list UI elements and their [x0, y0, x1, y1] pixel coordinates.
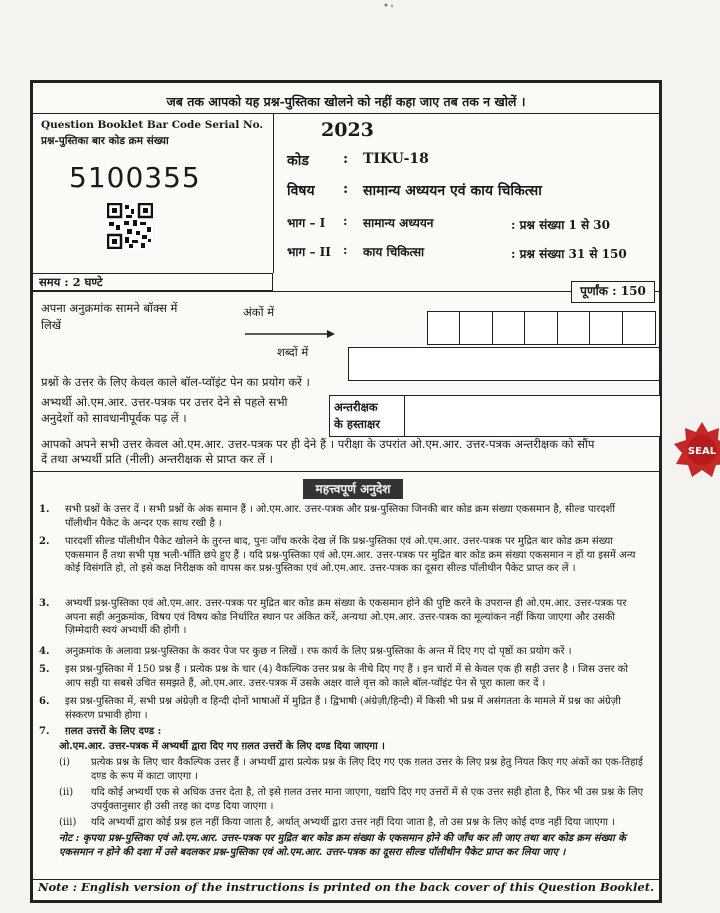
instruction-number: 6. [39, 696, 50, 707]
instruction-item [39, 535, 645, 576]
in-words-label: शब्दों में [277, 345, 309, 359]
question-booklet-cover [30, 80, 662, 903]
exam-code: TIKU-18 [363, 151, 429, 167]
part-2-separator: : [343, 243, 348, 257]
part-2-range: : प्रश्न संख्या 31 से 150 [511, 247, 627, 261]
instruction-item [39, 645, 645, 659]
invigilator-signature-label [330, 396, 405, 436]
roll-digit-box[interactable] [622, 311, 656, 345]
part-2-label: भाग – II [287, 245, 331, 259]
maximum-marks: पूर्णांक : 150 [571, 281, 655, 303]
penalty-item-number: (i) [59, 757, 71, 768]
instruction-number: 3. [39, 598, 50, 609]
penalty-item-number: (ii) [59, 787, 74, 798]
exam-duration: समय : 2 घण्टे [33, 273, 273, 291]
do-not-open-banner: जब तक आपको यह प्रश्न-पुस्तिका खोलने को नहीं कहा जाए तब तक न खोलें । [166, 94, 526, 109]
roll-digit-box[interactable] [459, 311, 493, 345]
part-1-range: : प्रश्न संख्या 1 से 30 [511, 218, 610, 232]
roll-digit-box[interactable] [492, 311, 526, 345]
roll-prompt-line-1: अपना अनुक्रमांक सामने बॉक्स में [41, 301, 178, 315]
roll-digit-box[interactable] [589, 311, 623, 345]
barcode-label-en: Question Booklet Bar Code Serial No. [41, 119, 264, 131]
part-2-name: काय चिकित्सा [363, 245, 425, 259]
seal-stamp-icon [672, 420, 720, 480]
invigilator-label-line-1: अन्तरीक्षक [334, 400, 378, 414]
instruction-item [39, 597, 645, 638]
instruction-text: अभ्यर्थी प्रश्न-पुस्तिका एवं ओ.एम.आर. उत्तर-पत्रक पर मुद्रित बार कोड क्रम संख्या के एकसमान होने की पुष्टि करने के उपरान्त ही ओ.एम.आर. उत्तर-पत्रक पर अपना सही अनुक्रमांक, विषय एवं विषय कोड निर्धारित स्थान पर अंकित करें, अन्यथा ओ.एम.आर. उत्तर-पत्रक का मूल्यांकन नहीं किया जाएगा और उसकी ज़िम्मेदारी स्वयं अभ्यर्थी की होगी । [65, 598, 627, 636]
code-label: कोड [287, 153, 309, 169]
instruction-number: 7. [39, 726, 50, 737]
instruction-number: 1. [39, 504, 50, 515]
important-instructions-title: महत्त्वपूर्ण अनुदेश [303, 479, 403, 499]
roll-digit-box[interactable] [427, 311, 461, 345]
instruction-number: 5. [39, 664, 50, 675]
roll-number-digit-boxes[interactable] [428, 311, 656, 345]
penalty-item-number: (iii) [59, 817, 77, 828]
black-pen-instruction: प्रश्नों के उत्तर के लिए केवल काले बॉल-प्वॉइंट पेन का प्रयोग करें । [41, 375, 310, 389]
in-digits-label: अंकों में [243, 305, 275, 319]
instruction-text: पारदर्शी सील्ड पॉलीथीन पैकेट खोलने के तुरन्त बाद, पुनः जाँच करके देख लें कि प्रश्न-पुस्तिका एवं ओ.एम.आर. उत्तर-पत्रक पर मुद्रित बार कोड क्रम संख्या एकसमान हैं तथा सभी पृष्ठ भली-भाँति छपे हुए हैं । यदि प्रश्न-पुस्तिका एवं ओ.एम.आर. उत्तर-पत्रक पर मुद्रित बार कोड क्रम संख्या एकसमान न हों या इसमें अन्य कोई विसंगति हो, तो इसे कक्ष निरीक्षक को वापस कर प्रश्न-पुस्तिका एवं ओ.एम.आर. उत्तर-पत्रक का दूसरा सील्ड पॉलीथीन पैकेट प्राप्त कर लें । [65, 536, 636, 574]
instruction-item [39, 695, 645, 722]
instruction-number: 4. [39, 646, 50, 657]
subject-name: सामान्य अध्ययन एवं काय चिकित्सा [363, 183, 542, 199]
exam-year: 2023 [321, 119, 374, 141]
invigilator-label-line-2: के हस्ताक्षर [334, 417, 380, 431]
seal-label: SEAL [687, 446, 717, 457]
instruction-item [39, 725, 645, 739]
omr-only-line-1: आपको अपने सभी उत्तर केवल ओ.एम.आर. उत्तर-पत्रक पर ही देने हैं । परीक्षा के उपरांत ओ.एम.आर. उत्तर-पत्रक अन्तरीक्षक को सौंप [41, 437, 595, 451]
booklet-serial-number: 5100355 [69, 161, 201, 194]
instruction-item [39, 503, 645, 530]
barcode-label-hi: प्रश्न-पुस्तिका बार कोड क्रम संख्या [41, 135, 169, 147]
omr-read-line-1: अभ्यर्थी ओ.एम.आर. उत्तर-पत्रक पर उत्तर देने से पहले सभी [41, 395, 288, 409]
roll-number-words-box[interactable] [348, 347, 660, 381]
instruction-item [39, 663, 645, 690]
part-1-separator: : [343, 214, 348, 228]
subject-label: विषय [287, 183, 315, 199]
qr-code-icon [107, 203, 153, 249]
instruction-text: इस प्रश्न-पुस्तिका में 150 प्रश्न हैं । प्रत्येक प्रश्न के चार (4) वैकल्पिक उत्तर प्रश्न के नीचे दिए गए हैं । इन चारों में से केवल एक ही सही उत्तर है । जिस उत्तर को आप सही या सबसे उचित समझते हैं, ओ.एम.आर. उत्तर-पत्रक में उसके अक्षर वाले वृत्त को काले बॉल-प्वॉइंट पेन से पूरा काला कर दें । [65, 664, 628, 689]
code-separator: : [343, 151, 349, 167]
english-version-note: Note : English version of the instructions is printed on the back cover of this Question Booklet. [37, 880, 655, 894]
invigilator-signature-box[interactable] [329, 395, 661, 437]
instruction-text: अनुक्रमांक के अलावा प्रश्न-पुस्तिका के कवर पेज पर कुछ न लिखें । रफ कार्य के लिए प्रश्न-पुस्तिका के अन्त में दिए गए दो पृष्ठों का प्रयोग करें । [65, 646, 572, 657]
roll-digit-box[interactable] [557, 311, 591, 345]
roll-prompt-line-2: लिखें [41, 318, 62, 332]
penalty-heading: ओ.एम.आर. उत्तर-पत्रक में अभ्यर्थी द्वारा दिए गए ग़लत उत्तरों के लिए दण्ड दिया जाएगा । [59, 741, 385, 752]
penalty-item-text: यदि अभ्यर्थी द्वारा कोई प्रश्न हल नहीं किया जाता है, अर्थात् अभ्यर्थी द्वारा उत्तर नहीं दिया जाता है, तो उस प्रश्न के लिए कोई दण्ड नहीं दिया जाएगा । [91, 817, 615, 828]
roll-section-divider [33, 291, 659, 292]
roll-digit-box[interactable] [524, 311, 558, 345]
omr-only-line-2: दें तथा अभ्यर्थी प्रति (नीली) अन्तरीक्षक से प्राप्त कर लें । [41, 452, 274, 466]
part-1-label: भाग – I [287, 216, 326, 230]
omr-read-line-2: अनुदेशों को सावधानीपूर्वक पढ़ लें । [41, 411, 187, 425]
instruction-text: ग़लत उत्तरों के लिए दण्ड : [65, 726, 162, 737]
penalty-item-text: प्रत्येक प्रश्न के लिए चार वैकल्पिक उत्तर हैं । अभ्यर्थी द्वारा प्रत्येक प्रश्न के लिए दिए गए एक ग़लत उत्तर के लिए प्रश्न हेतु नियत किए गए अंकों का एक-तिहाई दण्ड के रूप में काटा जाएगा । [91, 757, 643, 782]
instructions-divider [33, 471, 659, 472]
instruction-text: इस प्रश्न-पुस्तिका में, सभी प्रश्न अंग्रेज़ी व हिन्दी दोनों भाषाओं में मुद्रित हैं । द्विभाषी (अंग्रेज़ी/हिन्दी) में किसी भी प्रश्न में असंगतता के मामले में प्रश्न का अंग्रेज़ी संस्करण प्रभावी होगा । [65, 696, 621, 721]
barcode-section [33, 113, 274, 273]
penalty-item-text: यदि कोई अभ्यर्थी एक से अधिक उत्तर देता है, तो इसे ग़लत उत्तर माना जाएगा, यद्यपि दिए गए उत्तरों में से एक उत्तर सही होता है, फिर भी उस प्रश्न के लिए उपर्युक्तानुसार ही उसी तरह का दण्ड दिया जाएगा । [91, 787, 644, 812]
hindi-note: नोट : कृपया प्रश्न-पुस्तिका एवं ओ.एम.आर. उत्तर-पत्रक पर मुद्रित बार कोड क्रम संख्या के एकसमान होने की जाँच कर ली जाए तथा बार कोड क्रम संख्या के एकसमान न होने की दशा में उसे बदलकर प्रश्न-पुस्तिका एवं ओ.एम.आर. उत्तर-पत्रक का दूसरा सील्ड पॉलीथीन पैकेट प्राप्त कर लिया जाए । [59, 833, 626, 858]
arrow-right-icon [245, 329, 335, 339]
instruction-text: सभी प्रश्नों के उत्तर दें । सभी प्रश्नों के अंक समान हैं । ओ.एम.आर. उत्तर-पत्रक और प्रश्न-पुस्तिका जिनकी बार कोड क्रम संख्या एकसमान है, सील्ड पारदर्शी पॉलीथीन पैकेट के अन्दर एक साथ रखी है । [65, 504, 615, 529]
subject-separator: : [343, 181, 349, 197]
part-1-name: सामान्य अध्ययन [363, 216, 434, 230]
ink-dot-mark [383, 2, 395, 8]
instruction-number: 2. [39, 536, 50, 547]
